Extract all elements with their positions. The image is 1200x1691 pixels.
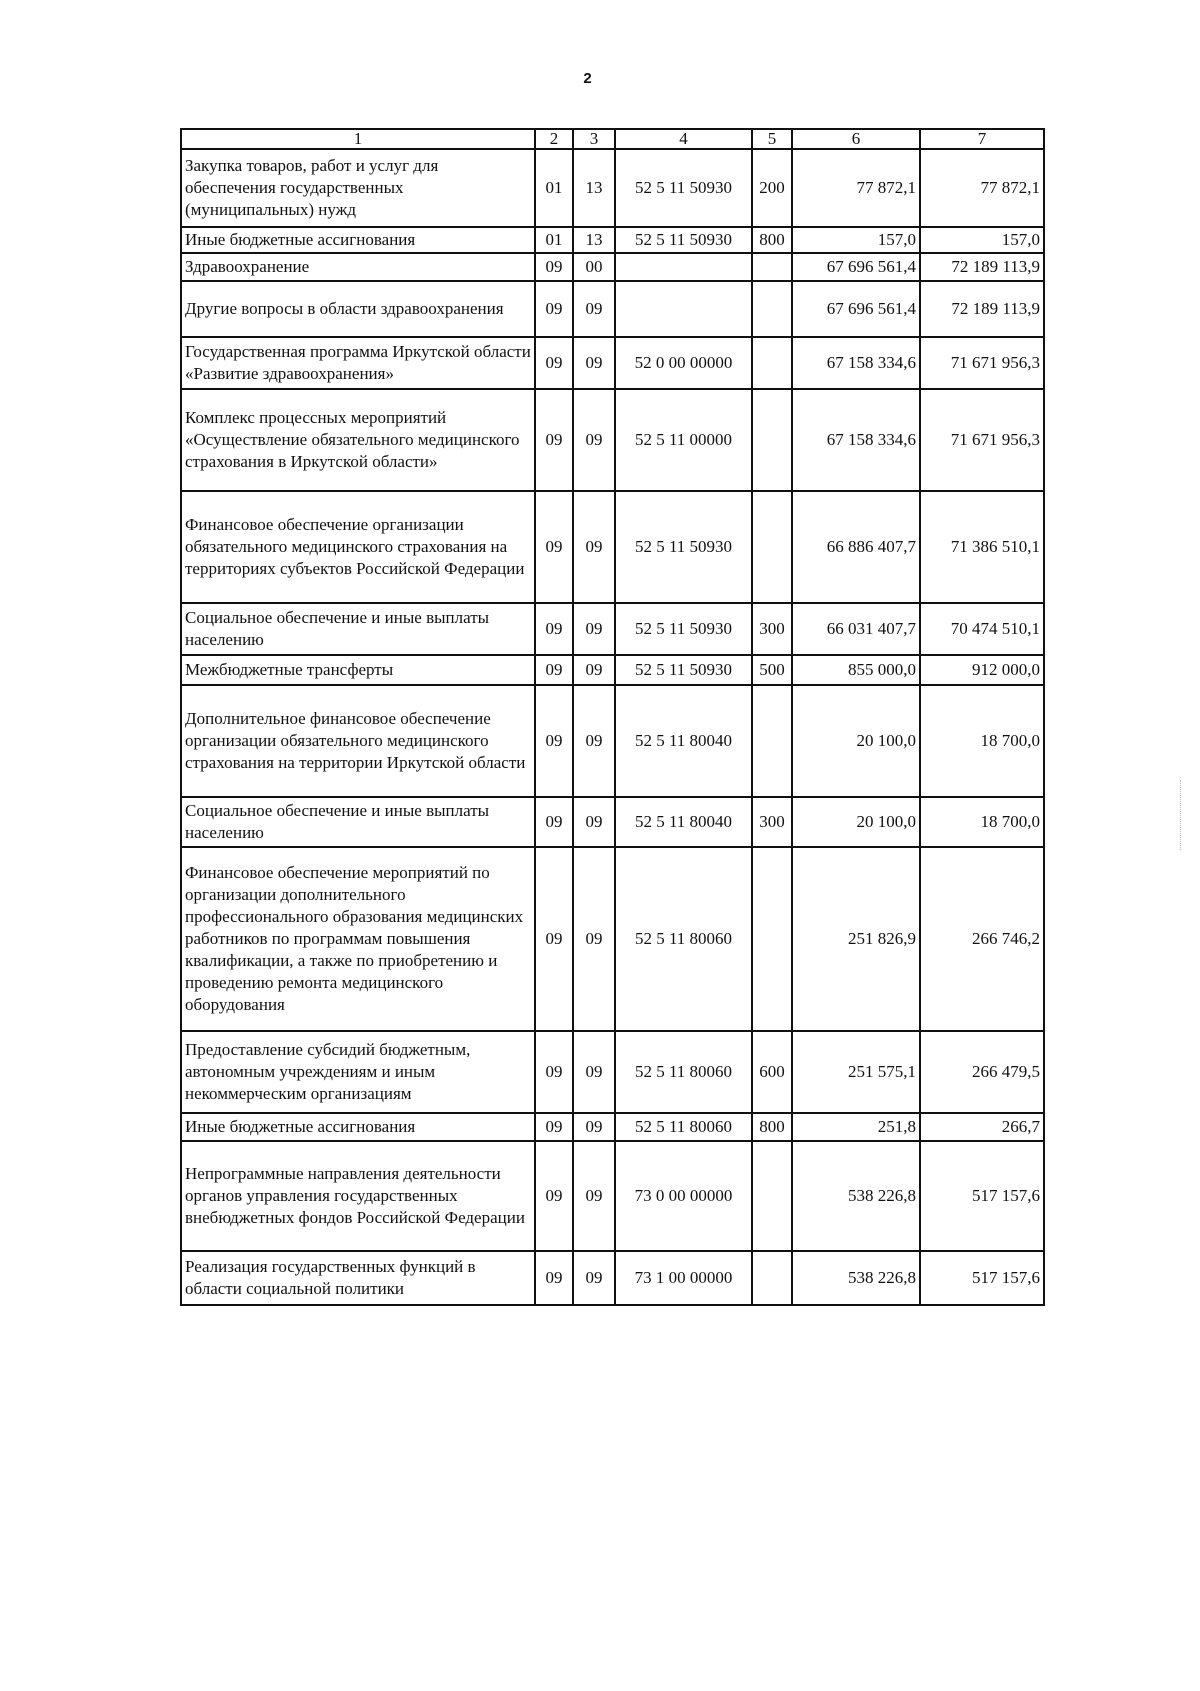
cell-target-article: [615, 253, 752, 281]
cell-amount-year-2: 77 872,1: [920, 149, 1044, 227]
table-row: [181, 1251, 1044, 1305]
cell-subsection: 09: [573, 847, 615, 1031]
cell-amount-year-2: 912 000,0: [920, 655, 1044, 685]
header-col-4: 4: [615, 129, 752, 149]
scan-edge-mark: [1180, 780, 1182, 850]
cell-expense-type: [752, 281, 792, 337]
cell-amount-year-2: 18 700,0: [920, 797, 1044, 847]
cell-expense-type: [752, 491, 792, 603]
cell-amount-year-2: 18 700,0: [920, 685, 1044, 797]
cell-section: 09: [535, 655, 573, 685]
cell-expense-type: 300: [752, 797, 792, 847]
cell-name: Иные бюджетные ассигнования: [181, 1113, 535, 1141]
cell-subsection: 09: [573, 1113, 615, 1141]
table-row: [181, 1031, 1044, 1113]
cell-expense-type: 200: [752, 149, 792, 227]
cell-target-article: 52 5 11 50930: [615, 491, 752, 603]
cell-target-article: 52 5 11 00000: [615, 389, 752, 491]
cell-expense-type: 800: [752, 227, 792, 253]
budget-table: [180, 128, 1045, 1306]
cell-name: Межбюджетные трансферты: [181, 655, 535, 685]
cell-expense-type: 600: [752, 1031, 792, 1113]
cell-section: 09: [535, 1251, 573, 1305]
cell-expense-type: 800: [752, 1113, 792, 1141]
cell-name: Иные бюджетные ассигнования: [181, 227, 535, 253]
cell-subsection: 09: [573, 685, 615, 797]
cell-name: Социальное обеспечение и иные выплаты населению: [181, 797, 535, 847]
cell-amount-year-1: 20 100,0: [792, 685, 920, 797]
cell-section: 01: [535, 227, 573, 253]
cell-section: 09: [535, 491, 573, 603]
cell-target-article: 52 5 11 80060: [615, 1113, 752, 1141]
table-row: [181, 281, 1044, 337]
cell-amount-year-1: 251 826,9: [792, 847, 920, 1031]
cell-target-article: 73 0 00 00000: [615, 1141, 752, 1251]
cell-subsection: 09: [573, 337, 615, 389]
cell-name: Государственная программа Иркутской области «Развитие здравоохранения»: [181, 337, 535, 389]
cell-subsection: 13: [573, 227, 615, 253]
table-row: [181, 227, 1044, 253]
cell-section: 09: [535, 337, 573, 389]
cell-name: Реализация государственных функций в области социальной политики: [181, 1251, 535, 1305]
cell-subsection: 09: [573, 491, 615, 603]
header-col-3: 3: [573, 129, 615, 149]
cell-amount-year-1: 20 100,0: [792, 797, 920, 847]
cell-amount-year-1: 251 575,1: [792, 1031, 920, 1113]
cell-target-article: 52 5 11 50930: [615, 603, 752, 655]
cell-expense-type: [752, 337, 792, 389]
cell-amount-year-1: 855 000,0: [792, 655, 920, 685]
table-row: [181, 389, 1044, 491]
cell-subsection: 09: [573, 1251, 615, 1305]
cell-section: 01: [535, 149, 573, 227]
cell-subsection: 00: [573, 253, 615, 281]
table-row: [181, 685, 1044, 797]
cell-name: Закупка товаров, работ и услуг для обеспечения государственных (муниципальных) нужд: [181, 149, 535, 227]
cell-expense-type: [752, 253, 792, 281]
cell-expense-type: [752, 1251, 792, 1305]
cell-target-article: 52 5 11 50930: [615, 227, 752, 253]
cell-subsection: 09: [573, 1031, 615, 1113]
cell-target-article: 52 5 11 50930: [615, 149, 752, 227]
cell-name: Финансовое обеспечение организации обязательного медицинского страхования на территориях субъектов Российской Федерации: [181, 491, 535, 603]
cell-section: 09: [535, 1113, 573, 1141]
cell-amount-year-1: 538 226,8: [792, 1251, 920, 1305]
cell-amount-year-2: 72 189 113,9: [920, 253, 1044, 281]
cell-amount-year-2: 266,7: [920, 1113, 1044, 1141]
cell-subsection: 09: [573, 389, 615, 491]
cell-amount-year-2: 517 157,6: [920, 1251, 1044, 1305]
cell-name: Социальное обеспечение и иные выплаты населению: [181, 603, 535, 655]
cell-amount-year-1: 67 696 561,4: [792, 281, 920, 337]
header-row: [181, 129, 1044, 149]
cell-amount-year-2: 157,0: [920, 227, 1044, 253]
cell-target-article: 73 1 00 00000: [615, 1251, 752, 1305]
table-row: [181, 491, 1044, 603]
cell-section: 09: [535, 1141, 573, 1251]
cell-subsection: 09: [573, 797, 615, 847]
cell-section: 09: [535, 847, 573, 1031]
cell-amount-year-1: 157,0: [792, 227, 920, 253]
cell-amount-year-1: 251,8: [792, 1113, 920, 1141]
header-col-5: 5: [752, 129, 792, 149]
cell-section: 09: [535, 1031, 573, 1113]
cell-amount-year-1: 67 158 334,6: [792, 389, 920, 491]
cell-target-article: 52 5 11 80060: [615, 847, 752, 1031]
cell-amount-year-1: 66 031 407,7: [792, 603, 920, 655]
cell-section: 09: [535, 797, 573, 847]
table-row: [181, 1141, 1044, 1251]
cell-amount-year-2: 71 386 510,1: [920, 491, 1044, 603]
cell-subsection: 09: [573, 655, 615, 685]
cell-amount-year-1: 538 226,8: [792, 1141, 920, 1251]
cell-amount-year-2: 71 671 956,3: [920, 389, 1044, 491]
table-row: [181, 655, 1044, 685]
cell-subsection: 13: [573, 149, 615, 227]
cell-expense-type: 500: [752, 655, 792, 685]
cell-target-article: [615, 281, 752, 337]
table-row: [181, 149, 1044, 227]
cell-expense-type: 300: [752, 603, 792, 655]
cell-section: 09: [535, 389, 573, 491]
cell-expense-type: [752, 685, 792, 797]
cell-amount-year-1: 67 696 561,4: [792, 253, 920, 281]
cell-amount-year-2: 72 189 113,9: [920, 281, 1044, 337]
table-row: [181, 603, 1044, 655]
cell-subsection: 09: [573, 281, 615, 337]
cell-name: Дополнительное финансовое обеспечение организации обязательного медицинского страхования на территории Иркутской области: [181, 685, 535, 797]
cell-target-article: 52 5 11 80060: [615, 1031, 752, 1113]
cell-subsection: 09: [573, 1141, 615, 1251]
table-row: [181, 337, 1044, 389]
cell-amount-year-2: 70 474 510,1: [920, 603, 1044, 655]
cell-amount-year-2: 266 746,2: [920, 847, 1044, 1031]
cell-target-article: 52 5 11 80040: [615, 685, 752, 797]
cell-section: 09: [535, 281, 573, 337]
cell-section: 09: [535, 253, 573, 281]
page-number: 2: [583, 70, 592, 87]
table-body: [181, 149, 1044, 1305]
table-row: [181, 1113, 1044, 1141]
cell-name: Комплекс процессных мероприятий «Осуществление обязательного медицинского страхования в Иркутской области»: [181, 389, 535, 491]
table-row: [181, 847, 1044, 1031]
cell-subsection: 09: [573, 603, 615, 655]
cell-name: Предоставление субсидий бюджетным, автономным учреждениям и иным некоммерческим организациям: [181, 1031, 535, 1113]
header-col-6: 6: [792, 129, 920, 149]
cell-name: Здравоохранение: [181, 253, 535, 281]
header-col-7: 7: [920, 129, 1044, 149]
cell-name: Другие вопросы в области здравоохранения: [181, 281, 535, 337]
cell-section: 09: [535, 685, 573, 797]
table-row: [181, 797, 1044, 847]
cell-expense-type: [752, 847, 792, 1031]
cell-amount-year-1: 67 158 334,6: [792, 337, 920, 389]
cell-amount-year-2: 517 157,6: [920, 1141, 1044, 1251]
cell-expense-type: [752, 389, 792, 491]
cell-name: Финансовое обеспечение мероприятий по организации дополнительного профессионального образования медицинских работников по программам повышения квалификации, а также по приобретению и проведению ремонта медицинского оборудования: [181, 847, 535, 1031]
cell-expense-type: [752, 1141, 792, 1251]
cell-target-article: 52 5 11 80040: [615, 797, 752, 847]
cell-target-article: 52 5 11 50930: [615, 655, 752, 685]
cell-amount-year-1: 66 886 407,7: [792, 491, 920, 603]
cell-section: 09: [535, 603, 573, 655]
cell-target-article: 52 0 00 00000: [615, 337, 752, 389]
cell-amount-year-1: 77 872,1: [792, 149, 920, 227]
cell-amount-year-2: 71 671 956,3: [920, 337, 1044, 389]
table-row: [181, 253, 1044, 281]
header-col-1: 1: [181, 129, 535, 149]
cell-name: Непрограммные направления деятельности органов управления государственных внебюджетных фондов Российской Федерации: [181, 1141, 535, 1251]
cell-amount-year-2: 266 479,5: [920, 1031, 1044, 1113]
header-col-2: 2: [535, 129, 573, 149]
